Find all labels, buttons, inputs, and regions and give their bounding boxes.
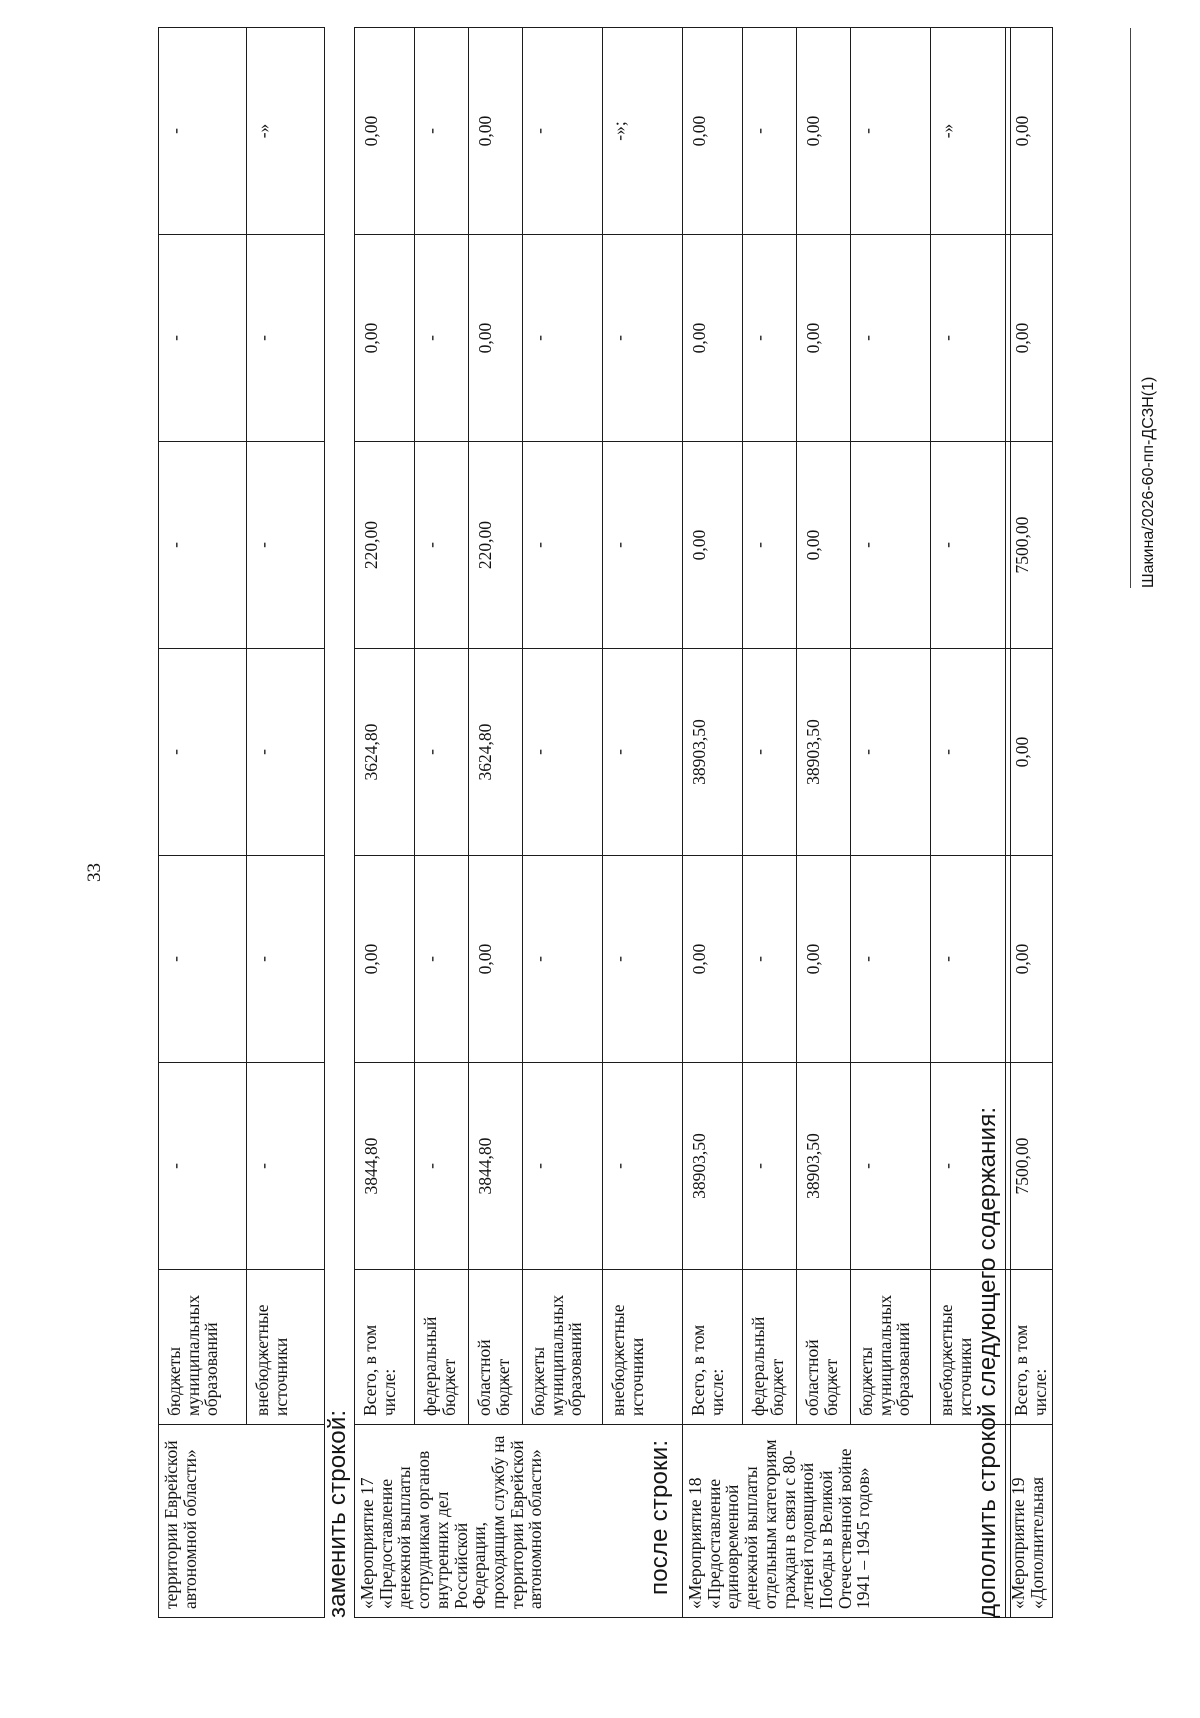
- funding-source-cell: бюджеты муниципальных образований: [851, 1270, 931, 1425]
- funding-source-cell: Всего, в том числе:: [683, 1270, 743, 1425]
- measure-title-cell: «Мероприятие 17 «Предоставление денежной выплаты сотрудникам органов внутренних дел Российской Федерации, проходящим службу на территории Еврейской автономной области»: [355, 1425, 683, 1618]
- amount-cell: 0,00: [1006, 235, 1053, 442]
- table-row: [247, 28, 325, 1618]
- table-measure-18-body: [683, 28, 1011, 1618]
- footer-rule: [1130, 28, 1131, 588]
- amount-cell: -: [851, 442, 931, 649]
- measure-title-cell: «Мероприятие 18 «Предоставление единовременной денежной выплаты отдельным категориям граждан в связи с 80-летней годовщиной Победы в Великой Отечественной войне 1941 – 1945 годов»: [683, 1425, 1011, 1618]
- amount-cell: 0,00: [1006, 649, 1053, 856]
- funding-source-cell: Всего, в том числе:: [355, 1270, 415, 1425]
- amount-cell: 38903,50: [797, 649, 851, 856]
- amount-cell: 0,00: [797, 235, 851, 442]
- amount-cell: 0,00: [1006, 28, 1053, 235]
- amount-cell: -: [523, 442, 603, 649]
- table-row: [159, 28, 247, 1618]
- amount-cell: 38903,50: [683, 1063, 743, 1270]
- amount-cell: -: [743, 649, 797, 856]
- amount-cell: -»;: [603, 28, 683, 235]
- amount-cell: -»: [247, 28, 325, 235]
- funding-source-cell: внебюджетные источники: [931, 1270, 1011, 1425]
- amount-cell: -: [603, 235, 683, 442]
- amount-cell: -: [851, 856, 931, 1063]
- amount-cell: -: [247, 1063, 325, 1270]
- amount-cell: -: [743, 442, 797, 649]
- footer-document-code: Шакина/2026-60-пп-ДСЗН(1): [1140, 376, 1157, 588]
- amount-cell: 38903,50: [683, 649, 743, 856]
- amount-cell: 0,00: [469, 856, 523, 1063]
- amount-cell: -: [931, 442, 1011, 649]
- amount-cell: -: [247, 235, 325, 442]
- amount-cell: -: [851, 28, 931, 235]
- amount-cell: -: [931, 235, 1011, 442]
- amount-cell: 0,00: [355, 28, 415, 235]
- amount-cell: 0,00: [683, 28, 743, 235]
- table-measure-17-body: [355, 28, 683, 1618]
- section-supplement-heading: дополнить строкой следующего содержания:: [974, 1106, 1001, 1618]
- table-row: [797, 28, 851, 1618]
- funding-source-cell: внебюджетные источники: [603, 1270, 683, 1425]
- section-replace-heading: заменить строкой:: [324, 1409, 351, 1618]
- amount-cell: -: [743, 1063, 797, 1270]
- amount-cell: -: [415, 235, 469, 442]
- amount-cell: 7500,00: [1006, 442, 1053, 649]
- amount-cell: -: [159, 1063, 247, 1270]
- amount-cell: 220,00: [355, 442, 415, 649]
- amount-cell: 220,00: [469, 442, 523, 649]
- funding-source-cell: бюджеты муниципальных образований: [159, 1270, 247, 1425]
- table-measure-18: [682, 27, 1011, 1618]
- funding-source-cell: федеральный бюджет: [743, 1270, 797, 1425]
- amount-cell: -: [415, 1063, 469, 1270]
- amount-cell: -: [415, 28, 469, 235]
- amount-cell: -: [851, 1063, 931, 1270]
- amount-cell: 0,00: [797, 442, 851, 649]
- amount-cell: -: [603, 442, 683, 649]
- amount-cell: -: [523, 235, 603, 442]
- measure-title-cell: территории Еврейской автономной области»: [159, 1425, 325, 1618]
- amount-cell: -: [247, 856, 325, 1063]
- amount-cell: -: [415, 649, 469, 856]
- table-measure-19: [1005, 27, 1053, 1618]
- table-continuation: [158, 27, 325, 1618]
- section-after-heading: после строки:: [646, 1439, 673, 1595]
- table-row: [523, 28, 603, 1618]
- amount-cell: -: [603, 1063, 683, 1270]
- amount-cell: -: [603, 649, 683, 856]
- amount-cell: -: [851, 235, 931, 442]
- amount-cell: -: [415, 442, 469, 649]
- amount-cell: -: [523, 649, 603, 856]
- funding-source-cell: областной бюджет: [469, 1270, 523, 1425]
- amount-cell: 0,00: [683, 235, 743, 442]
- amount-cell: -: [523, 856, 603, 1063]
- table-row: [469, 28, 523, 1618]
- amount-cell: 0,00: [797, 856, 851, 1063]
- amount-cell: -: [523, 1063, 603, 1270]
- table-row: [851, 28, 931, 1618]
- table-row: [683, 28, 743, 1618]
- amount-cell: -»: [931, 28, 1011, 235]
- amount-cell: -: [159, 235, 247, 442]
- page-number: 33: [84, 863, 105, 882]
- amount-cell: -: [415, 856, 469, 1063]
- amount-cell: -: [247, 442, 325, 649]
- funding-source-cell: бюджеты муниципальных образований: [523, 1270, 603, 1425]
- amount-cell: 0,00: [469, 28, 523, 235]
- table-row: [603, 28, 683, 1618]
- amount-cell: -: [931, 649, 1011, 856]
- funding-source-cell: федеральный бюджет: [415, 1270, 469, 1425]
- amount-cell: 3844,80: [355, 1063, 415, 1270]
- amount-cell: 0,00: [469, 235, 523, 442]
- amount-cell: 0,00: [355, 235, 415, 442]
- amount-cell: 0,00: [683, 442, 743, 649]
- amount-cell: -: [931, 856, 1011, 1063]
- table-row: [415, 28, 469, 1618]
- measure-title-cell: «Мероприятие 19 «Дополнительная: [1006, 1425, 1053, 1618]
- amount-cell: 0,00: [683, 856, 743, 1063]
- amount-cell: -: [931, 1063, 1011, 1270]
- table-measure-17: [354, 27, 683, 1618]
- amount-cell: 0,00: [355, 856, 415, 1063]
- amount-cell: -: [159, 649, 247, 856]
- table-continuation-body: [159, 28, 325, 1618]
- amount-cell: -: [851, 649, 931, 856]
- table-measure-19-body: [1006, 28, 1053, 1618]
- amount-cell: 7500,00: [1006, 1063, 1053, 1270]
- amount-cell: -: [159, 28, 247, 235]
- amount-cell: -: [743, 28, 797, 235]
- amount-cell: -: [603, 856, 683, 1063]
- amount-cell: 0,00: [797, 28, 851, 235]
- table-row: [1006, 28, 1053, 1618]
- funding-source-cell: Всего, в том числе:: [1006, 1270, 1053, 1425]
- amount-cell: 3844,80: [469, 1063, 523, 1270]
- amount-cell: -: [743, 856, 797, 1063]
- amount-cell: 3624,80: [355, 649, 415, 856]
- funding-source-cell: областной бюджет: [797, 1270, 851, 1425]
- amount-cell: 0,00: [1006, 856, 1053, 1063]
- amount-cell: -: [523, 28, 603, 235]
- amount-cell: -: [159, 442, 247, 649]
- funding-source-cell: внебюджетные источники: [247, 1270, 325, 1425]
- amount-cell: 38903,50: [797, 1063, 851, 1270]
- amount-cell: -: [743, 235, 797, 442]
- amount-cell: -: [247, 649, 325, 856]
- amount-cell: -: [159, 856, 247, 1063]
- table-row: [355, 28, 415, 1618]
- amount-cell: 3624,80: [469, 649, 523, 856]
- table-row: [743, 28, 797, 1618]
